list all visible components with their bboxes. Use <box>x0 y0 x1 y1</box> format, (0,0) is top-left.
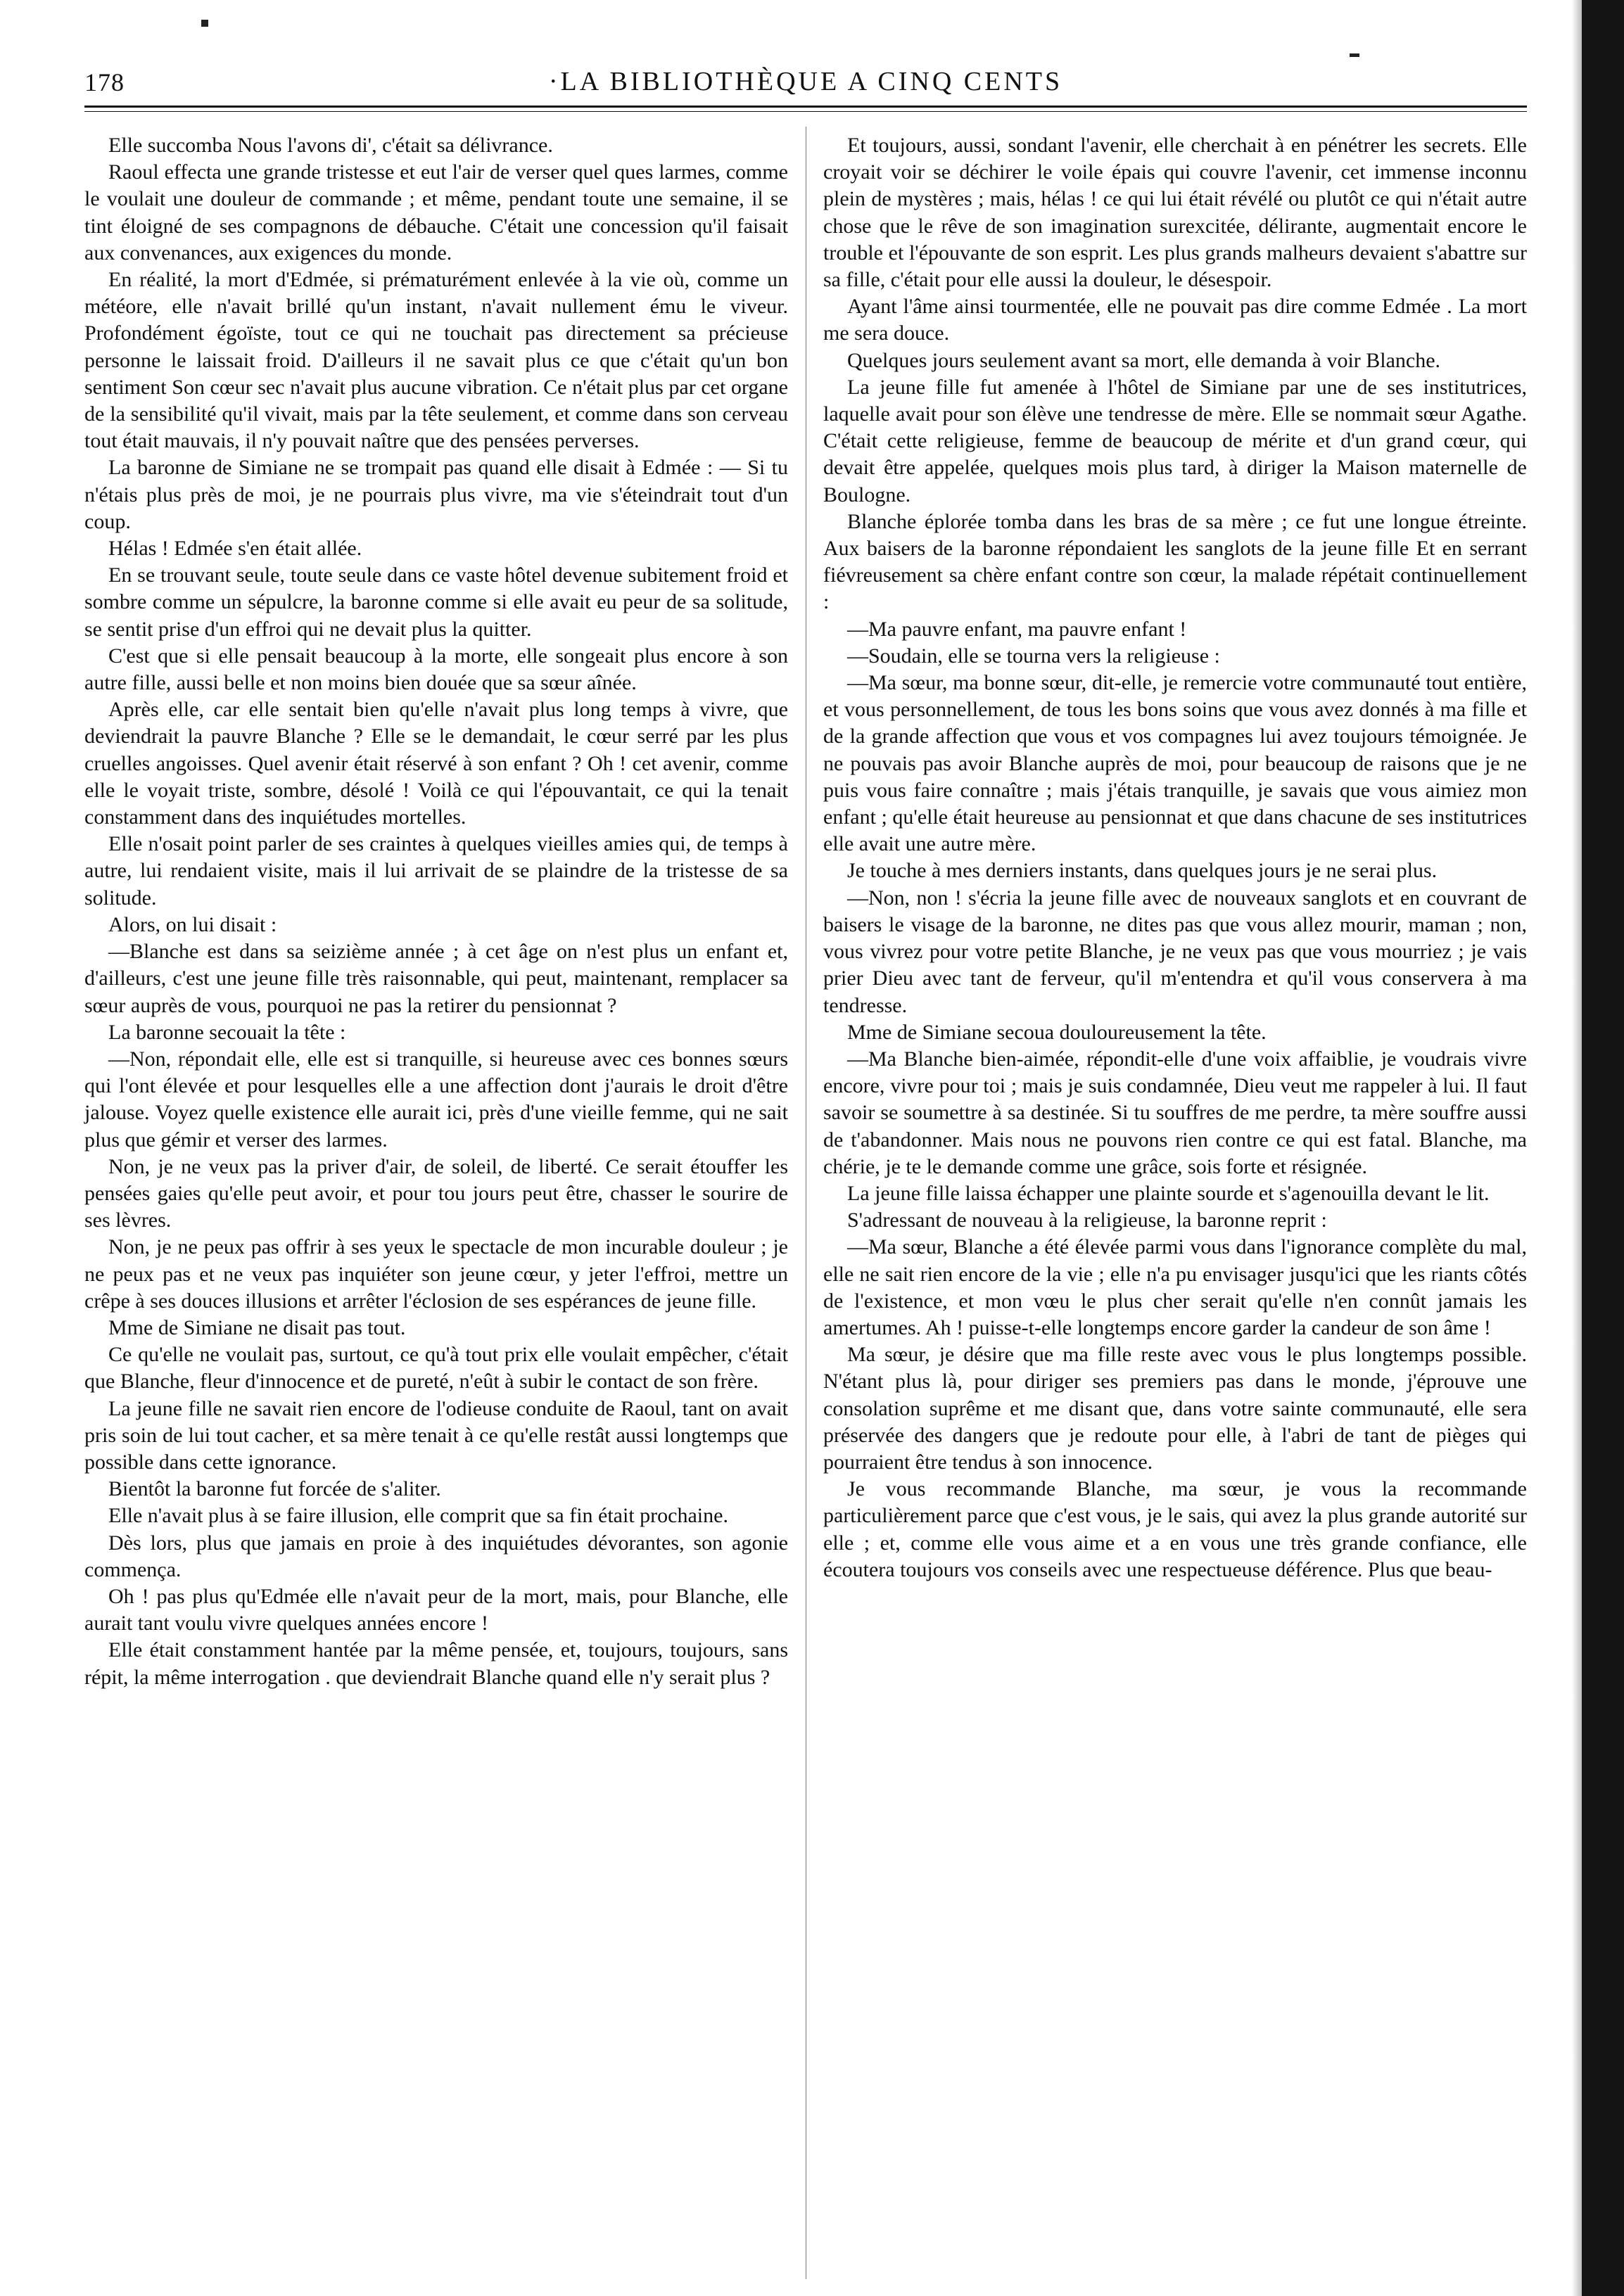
paragraph: C'est que si elle pensait beaucoup à la morte, elle songeait plus encore à son autre fille, aussi belle et non moins bien douée que sa sœur aînée. <box>84 644 788 695</box>
paragraph: —Non, répondait elle, elle est si tranquille, si heureuse avec ces bonnes sœurs qui l'ont élevée et pour lesquelles elle a une affection dont j'aurais le droit d'être jalouse. Voyez quelle existence elle aurait ici, près d'une vieille femme, qui ne sait plus que gémir et verser des larmes. <box>84 1047 788 1152</box>
print-speck <box>1350 53 1359 57</box>
paragraph: Mme de Simiane secoua douloureusement la tête. <box>847 1020 1267 1044</box>
paragraph: Elle n'avait plus à se faire illusion, elle comprit que sa fin était prochaine. <box>108 1504 728 1528</box>
paragraph: Elle n'osait point parler de ses craintes à quelques vieilles amies qui, de temps à autre, lui rendaient visite, mais il lui arrivait de se plaindre de la tristesse de sa solitude. <box>84 832 788 910</box>
paragraph: Non, je ne peux pas offrir à ses yeux le spectacle de mon incurable douleur ; je ne peux pas et ne veux pas inquiéter son jeune cœur, y jeter l'effroi, mettre un crêpe à ses douces illusions et arrêter l'éclosion de ses espérances de jeune fille. <box>84 1235 788 1313</box>
paragraph: Raoul effecta une grande tristesse et eut l'air de verser quel ques larmes, comme le voulait une douleur de commande ; et même, pendant toute une semaine, il se tint éloigné de ses compagnons de débauche. C'était une concession qu'il faisait aux convenances, aux exigences du monde. <box>84 160 788 264</box>
paragraph: Mme de Simiane ne disait pas tout. <box>108 1315 406 1339</box>
page-number: 178 <box>84 68 125 96</box>
paragraph: Hélas ! Edmée s'en était allée. <box>108 537 362 561</box>
paragraph: —Ma pauvre enfant, ma pauvre enfant ! <box>847 617 1187 641</box>
paragraph: Bientôt la baronne fut forcée de s'aliter. <box>108 1477 441 1501</box>
paragraph: Alors, on lui disait : <box>108 912 277 936</box>
paragraph: Quelques jours seulement avant sa mort, elle demanda à voir Blanche. <box>847 348 1441 372</box>
paragraph: —Ma Blanche bien-aimée, répondit-elle d'une voix affaiblie, je voudrais vivre encore, vivre pour toi ; mais je suis condamnée, Dieu veut me rappeler à lui. Il faut savoir se soumettre à sa destinée. Si tu souffres de me perdre, ta mère souffre aussi de t'abandonner. Mais nous ne pouvons rien contre ce qui est fatal. Blanche, ma chérie, je te le demande comme une grâce, sois forte et résignée. <box>823 1047 1527 1178</box>
page-header <box>84 63 1527 106</box>
paragraph: Ce qu'elle ne voulait pas, surtout, ce qu'à tout prix elle voulait empêcher, c'était que Blanche, fleur d'innocence et de pureté, n'eût à subir le contact de son frère. <box>84 1343 788 1393</box>
paragraph: La jeune fille ne savait rien encore de l'odieuse conduite de Raoul, tant on avait pris soin de lui tout cacher, et sa mère tenait à ce qu'elle restât aussi longtemps que possible dans cette ignorance. <box>84 1396 788 1474</box>
paragraph: —Blanche est dans sa seizième année ; à cet âge on n'est plus un enfant et, d'ailleurs, c'est une jeune fille très raisonnable, qui peut, maintenant, remplacer sa sœur auprès de vous, pourquoi ne pas la retirer du pensionnat ? <box>84 940 788 1017</box>
paragraph: Oh ! pas plus qu'Edmée elle n'avait peur de la mort, mais, pour Blanche, elle aurait tant voulu vivre quelques années encore ! <box>84 1584 788 1635</box>
running-title: ·LA BIBLIOTHÈQUE A CINQ CENTS <box>548 67 1063 96</box>
paragraph: Je vous recommande Blanche, ma sœur, je vous la recommande particulièrement parce que c'est vous, je le sais, qui avez la plus grande autorité sur elle ; et, comme elle vous aime et a en vous une très grande confiance, elle écoutera toujours vos conseils avec une respectueuse déférence. Plus que beau- <box>823 1477 1527 1581</box>
paragraph: Blanche éplorée tomba dans les bras de sa mère ; ce fut une longue étreinte. Aux baisers de la baronne répondaient les sanglots de la jeune fille Et en serrant fiévreusement sa chère enfant contre son cœur, la malade répétait continuellement : <box>823 509 1527 614</box>
paragraph: Et toujours, aussi, sondant l'avenir, elle cherchait à en pénétrer les secrets. Elle croyait voir se déchirer le voile épais qui couvre l'avenir, cet immense inconnu plein de mystères ; mais, hélas ! ce qui lui était révélé ou plutôt ce qui n'était autre chose que le rêve de son imagination surexcitée, délirante, augmentait encore le trouble et l'épouvante de son esprit. Les plus grands malheurs devaient s'abattre sur sa fille, c'était pour elle aussi la douleur, le désespoir. <box>823 134 1527 292</box>
paragraph: Elle succomba Nous l'avons di', c'était sa délivrance. <box>108 134 553 157</box>
header-rule-thin <box>84 111 1527 112</box>
paragraph: En se trouvant seule, toute seule dans ce vaste hôtel devenue subitement froid et sombre comme un sépulcre, la baronne comme si elle avait eu peur de sa solitude, se sentit prise d'un effroi qui ne devait plus la quitter. <box>84 563 788 641</box>
page-edge-shadow <box>1572 0 1582 2296</box>
paragraph: Ayant l'âme ainsi tourmentée, elle ne pouvait pas dire comme Edmée . La mort me sera douce. <box>823 295 1527 345</box>
paragraph: Je touche à mes derniers instants, dans quelques jours je ne serai plus. <box>847 859 1438 883</box>
paragraph: —Ma sœur, ma bonne sœur, dit-elle, je remercie votre communauté tout entière, et vous personnellement, de tous les bons soins que vous avez donnés à ma fille et de la grande affection que vous et vos compagnes lui avez toujours témoignée. Je ne pouvais pas avoir Blanche auprès de moi, pour beaucoup de raisons que je ne puis vous faire connaître ; mais j'étais tranquille, je savais que vous aimiez mon enfant ; qu'elle était heureuse au pensionnat et que dans chacune de ses institutrices elle avait une autre mère. <box>823 671 1527 856</box>
paragraph: En réalité, la mort d'Edmée, si prématurément enlevée à la vie où, comme un météore, elle n'avait brillé qu'un instant, n'avait nullement ému le viveur. Profondément égoïste, tout ce qui ne touchait pas directement sa précieuse personne le laissait froid. D'ailleurs il ne savait plus ce que c'était qu'un bon sentiment Son cœur sec n'avait plus aucune vibration. Ce n'était plus par cet organe de la sensibilité qu'il vivait, mais par la tête seulement, et comme dans son cerveau tout était mauvais, il n'y pouvait naître que des pensées perverses. <box>84 268 788 453</box>
right-column <box>823 132 1527 1583</box>
paragraph: La baronne de Simiane ne se trompait pas quand elle disait à Edmée : — Si tu n'étais plus près de moi, je ne pourrais plus vivre, ma vie s'éteindrait tout d'un coup. <box>84 456 788 533</box>
paragraph: Dès lors, plus que jamais en proie à des inquiétudes dévorantes, son agonie commença. <box>84 1531 788 1581</box>
paragraph: —Ma sœur, Blanche a été élevée parmi vous dans l'ignorance complète du mal, elle ne sait rien encore de la vie ; elle n'a pu envisager jusqu'ici que les riants côtés de l'existence, et mon vœu le plus cher serait qu'elle n'en connût jamais les amertumes. Ah ! puisse-t-elle longtemps encore garder la candeur de son âme ! <box>823 1235 1527 1339</box>
header-rule <box>84 106 1527 108</box>
paragraph: La baronne secouait la tête : <box>108 1020 346 1044</box>
paragraph: Non, je ne veux pas la priver d'air, de soleil, de liberté. Ce serait étouffer les pensées gaies qu'elle peut avoir, et pour tou jours peut être, chasser le sourire de ses lèvres. <box>84 1154 788 1232</box>
paragraph: La jeune fille fut amenée à l'hôtel de Simiane par une de ses institutrices, laquelle avait pour son élève une tendresse de mère. Elle se nommait sœur Agathe. C'était cette religieuse, femme de beaucoup de mérite et d'un grand cœur, qui devait être appelée, quelques mois plus tard, à diriger la Maison maternelle de Boulogne. <box>823 375 1527 506</box>
paragraph: S'adressant de nouveau à la religieuse, la baronne reprit : <box>847 1208 1327 1232</box>
paragraph: —Non, non ! s'écria la jeune fille avec de nouveaux sanglots et en couvrant de baisers le visage de la baronne, ne dites pas que vous allez mourir, maman ; non, vous vivrez pour votre petite Blanche, je ne veux pas que vous mourriez ; je vais prier Dieu avec tant de ferveur, qu'il m'entendra et qu'il vous conservera à ma tendresse. <box>823 886 1527 1017</box>
paragraph: Elle était constamment hantée par la même pensée, et, toujours, toujours, sans répit, la même interrogation . que deviendrait Blanche quand elle n'y serait plus ? <box>84 1638 788 1689</box>
paragraph: Après elle, car elle sentait bien qu'elle n'avait plus long temps à vivre, que deviendrait la pauvre Blanche ? Elle se le demandait, le cœur serré par les plus cruelles angoisses. Quel avenir était réservé à son enfant ? Oh ! cet avenir, comme elle le voyait triste, sombre, désolé ! Voilà ce qui l'épouvantait, ce qui la tenait constamment dans des inquiétudes mortelles. <box>84 698 788 829</box>
binding-edge <box>1582 0 1624 2296</box>
paragraph: La jeune fille laissa échapper une plainte sourde et s'agenouilla devant le lit. <box>847 1181 1490 1205</box>
print-speck <box>201 20 208 27</box>
paragraph: Ma sœur, je désire que ma fille reste avec vous le plus longtemps possible. N'étant plus là, pour diriger ses premiers pas dans le monde, j'éprouve une consolation suprême et me disant que, dans votre sainte communauté, elle sera préservée des dangers que je redoute pour elle, à l'abri de tant de pièges qui pourraient être tendus à son innocence. <box>823 1343 1527 1474</box>
paragraph: —Soudain, elle se tourna vers la religieuse : <box>847 644 1220 668</box>
left-column <box>84 132 788 1691</box>
